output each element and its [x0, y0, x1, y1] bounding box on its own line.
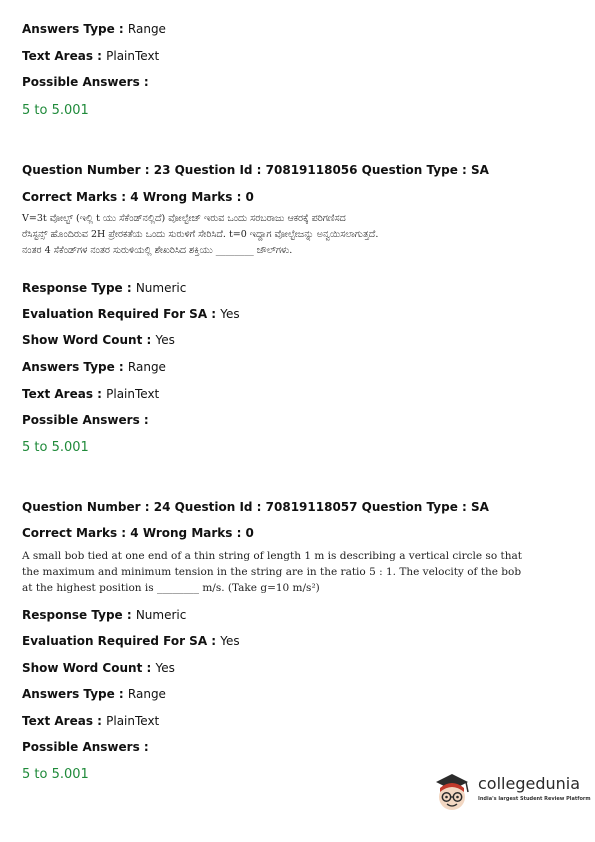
evaluation-required-row [22, 307, 240, 321]
evaluation-required-label: Evaluation Required For SA : [22, 634, 221, 648]
question-24-text [22, 548, 522, 596]
text-areas-value: PlainText [106, 49, 160, 63]
response-type-row [22, 281, 186, 295]
question-24-marks: Correct Marks : 4 Wrong Marks : 0 [22, 526, 254, 540]
show-word-count-row [22, 661, 175, 675]
show-word-count-label: Show Word Count : [22, 333, 156, 347]
response-type-value: Numeric [135, 281, 187, 295]
answers-type-row [22, 22, 166, 36]
logo-name: collegedunia [478, 774, 581, 793]
question-24-header: Question Number : 24 Question Id : 70819118057 Question Type : SA [22, 500, 489, 514]
show-word-count-row [22, 333, 175, 347]
answers-type-label: Answers Type : [22, 22, 128, 36]
collegedunia-logo [430, 770, 590, 820]
question-23-text-line: ನಂತರ 4 ಸೆಕೆಂಡ್‌ಗಳ ನಂತರ ಸುರುಳಿಯಲ್ಲಿ ಶೇಖರಿಸಿದ ಶಕ್ತಿಯು ________ ಜೌಲ್‌ಗಳು. [22, 245, 293, 256]
possible-answers-value: 5 to 5.001 [22, 103, 89, 118]
mascot-icon [430, 770, 474, 816]
question-24-text-line: at the highest position is ________ m/s. (Take g=10 m/s²) [22, 582, 320, 594]
evaluation-required-row [22, 634, 240, 648]
response-type-value: Numeric [135, 608, 187, 622]
text-areas-label: Text Areas : [22, 387, 107, 401]
response-type-row [22, 608, 186, 622]
text-areas-label: Text Areas : [22, 714, 107, 728]
text-areas-value: PlainText [106, 387, 160, 401]
answers-type-label: Answers Type : [22, 360, 128, 374]
logo-tagline: India's largest Student Review Platform [478, 796, 591, 802]
text-areas-label: Text Areas : [22, 49, 107, 63]
possible-answers-label: Possible Answers : [22, 740, 149, 754]
evaluation-required-label: Evaluation Required For SA : [22, 307, 221, 321]
show-word-count-value: Yes [155, 333, 175, 347]
evaluation-required-value: Yes [220, 307, 240, 321]
show-word-count-value: Yes [155, 661, 175, 675]
answers-type-label: Answers Type : [22, 687, 128, 701]
text-areas-row [22, 49, 159, 63]
response-type-label: Response Type : [22, 608, 136, 622]
question-24-text-line: the maximum and minimum tension in the string are in the ratio 5 : 1. The velocity of the bob [22, 566, 522, 578]
question-23-marks: Correct Marks : 4 Wrong Marks : 0 [22, 190, 254, 204]
evaluation-required-value: Yes [220, 634, 240, 648]
question-23-text [22, 211, 462, 259]
possible-answers-label: Possible Answers : [22, 413, 149, 427]
answers-type-value: Range [127, 360, 166, 374]
answers-type-value: Range [127, 22, 166, 36]
show-word-count-label: Show Word Count : [22, 661, 156, 675]
possible-answers-label: Possible Answers : [22, 75, 149, 89]
question-23-text-line: V=3t ವೋಲ್ಟ್ (ಇಲ್ಲಿ t ಯು ಸೆಕೆಂಡ್‌ನಲ್ಲಿದೆ) ವೋಲ್ಟೇಜ್ ಇರುವ ಒಂದು ಸರಬರಾಜು ಆಕರಕ್ಕೆ ಪರಿಗಣಿಸದ [22, 213, 346, 224]
answers-type-value: Range [127, 687, 166, 701]
question-23-header: Question Number : 23 Question Id : 70819118056 Question Type : SA [22, 163, 489, 177]
text-areas-row [22, 714, 159, 728]
text-areas-row [22, 387, 159, 401]
possible-answers-value: 5 to 5.001 [22, 440, 89, 455]
answers-type-row [22, 360, 166, 374]
response-type-label: Response Type : [22, 281, 136, 295]
question-23-text-line: ರೆಸಿಸ್ಟನ್ಸ್ ಹೊಂದಿರುವ 2H ಪ್ರೇರಕತೆಯ ಒಂದು ಸುರುಳಿಗೆ ಸೇರಿಸಿದೆ. t=0 ಇದ್ದಾಗ ವೋಲ್ಟೇಜನ್ನು ಅನ್ವಯಿಸಲಾಗುತ್ತದೆ. [22, 229, 379, 240]
answers-type-row [22, 687, 166, 701]
text-areas-value: PlainText [106, 714, 160, 728]
question-24-text-line: A small bob tied at one end of a thin string of length 1 m is describing a vertical circle so that [22, 550, 522, 562]
possible-answers-value: 5 to 5.001 [22, 767, 89, 782]
